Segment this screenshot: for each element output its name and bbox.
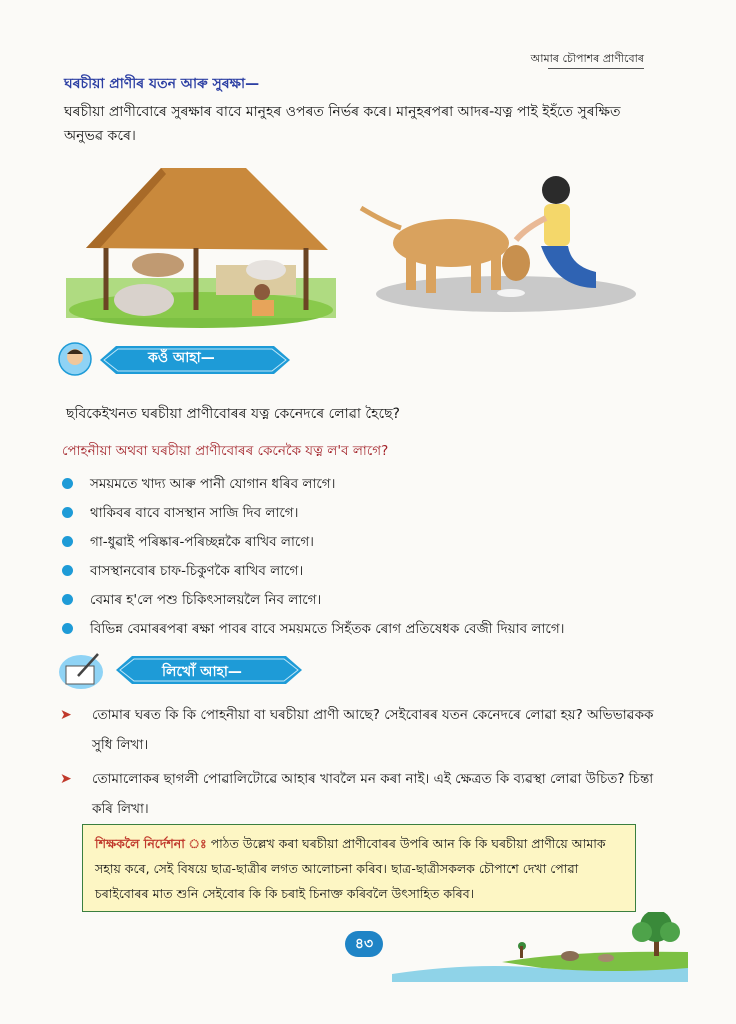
bullet-dot-icon [62, 536, 73, 547]
bullet-dot-icon [62, 507, 73, 518]
bullet-dot-icon [62, 565, 73, 576]
write-banner [58, 650, 308, 690]
list-item: সময়মতে খাদ্য আৰু পানী যোগান ধৰিব লাগে। [60, 474, 565, 503]
bullet-dot-icon [62, 478, 73, 489]
care-subheading: পোহনীয়া অথবা ঘৰচীয়া প্ৰাণীবোৰৰ কেনেকৈ যত্ন ল'ব লাগে? [62, 443, 389, 459]
list-item: বেমাৰ হ'লে পশু চিকিৎসালয়লৈ নিব লাগে। [60, 590, 565, 619]
intro-paragraph: ঘৰচীয়া প্ৰাণীবোৰে সুৰক্ষাৰ বাবে মানুহৰ ওপৰত নিৰ্ভৰ কৰে। মানুহৰপৰা আদৰ-যত্ন পাই ইহঁতে সুৰক্ষিত অনুভৱ কৰে। [64, 104, 621, 144]
student-avatar-icon [58, 342, 92, 376]
cattle-shed-illustration [66, 160, 336, 330]
bullet-dot-icon [62, 594, 73, 605]
arrow-bullet-icon: ➤ [60, 771, 72, 787]
footer-landscape-illustration [392, 912, 688, 982]
header-rule [548, 68, 644, 69]
write-banner-label: লিখোঁ আহা— [162, 664, 242, 680]
speak-banner-label: কওঁ আহা— [148, 350, 215, 366]
section-title: ঘৰচীয়া প্ৰাণীৰ যতন আৰু সুৰক্ষা— [64, 76, 260, 92]
teacher-note-label: শিক্ষকলৈ নিৰ্দেশনা ঃ [95, 836, 207, 851]
running-header: আমাৰ চৌপাশৰ প্ৰাণীবোৰ [530, 52, 644, 65]
list-item: থাকিবৰ বাবে বাসস্থান সাজি দিব লাগে। [60, 503, 565, 532]
teacher-note-text: পাঠত উল্লেখ কৰা ঘৰচীয়া প্ৰাণীবোৰৰ উপৰি আন কি কি ঘৰচীয়া প্ৰাণীয়ে আমাক সহায় কৰে, সেই বিষয়ে ছাত্ৰ-ছাত্ৰীৰ লগত আলোচনা কৰিব। ছাত্ৰ-ছাত্ৰীসকলক চৌপাশে দেখা পোৱা চৰাইবোৰৰ মাত শুনি সেইবোৰ কি কি চৰাই চিনাক্ত কৰিবলৈ উৎসাহিত কৰিব। [95, 836, 606, 901]
writing-task-list [60, 700, 660, 828]
care-bullet-list [60, 474, 565, 648]
list-item: গা-ধুৱাই পৰিষ্কাৰ-পৰিচ্ছন্নকৈ ৰাখিব লাগে। [60, 532, 565, 561]
list-item: ➤ তোমালোকৰ ছাগলী পোৱালিটোৱে আহাৰ খাবলৈ মন কৰা নাই। এই ক্ষেত্ৰত কি ব্যৱস্থা লোৱা উচিত? চিন্তা কৰি লিখা। [60, 764, 660, 824]
speak-banner [58, 342, 298, 378]
notebook-pencil-icon [58, 650, 104, 690]
arrow-bullet-icon: ➤ [60, 707, 72, 723]
bullet-dot-icon [62, 623, 73, 634]
list-item: ➤ তোমাৰ ঘৰত কি কি পোহনীয়া বা ঘৰচীয়া প্ৰাণী আছে? সেইবোৰৰ যতন কেনেদৰে লোৱা হয়? অভিভাৱকক সুধি লিখা। [60, 700, 660, 760]
list-item: বাসস্থানবোৰ চাফ-চিকুণকৈ ৰাখিব লাগে। [60, 561, 565, 590]
list-item: বিভিন্ন বেমাৰৰপৰা ৰক্ষা পাবৰ বাবে সময়মতে সিহঁতক ৰোগ প্ৰতিষেধক বেজী দিয়াব লাগে। [60, 619, 565, 648]
girl-feeding-dog-illustration [356, 168, 636, 318]
picture-question: ছবিকেইখনত ঘৰচীয়া প্ৰাণীবোৰৰ যত্ন কেনেদৰে লোৱা হৈছে? [66, 406, 400, 422]
page-number: ৪৩ [345, 931, 383, 957]
teacher-note-box [82, 824, 636, 912]
